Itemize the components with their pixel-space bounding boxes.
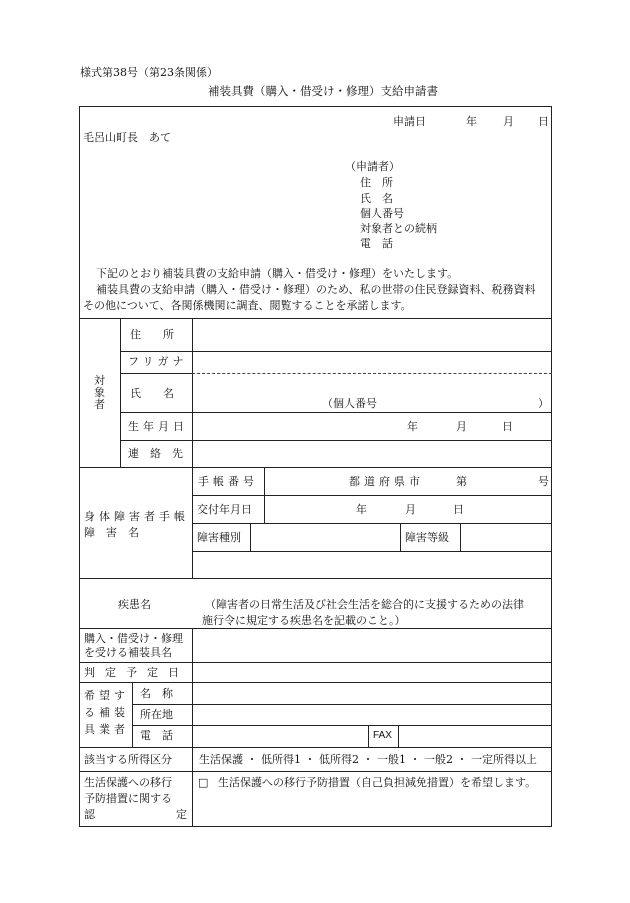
vendor-name-label: 名 称 <box>140 687 173 700</box>
vendor-phone-label: 電 話 <box>140 729 173 742</box>
income-category-label: 該当する所得区分 <box>84 753 172 766</box>
statement-line-1: 下記のとおり補装具費の支給申請（購入・借受け・修理）をいたします。 <box>96 267 459 280</box>
transition-label-line-2: 予防措置に関する <box>84 792 172 805</box>
statement-line-2: 補装具費の支給申請（購入・借受け・修理）のため、私の世帯の住民登録資料、税務資料 <box>96 283 536 296</box>
subject-address-label: 住 所 <box>130 328 174 341</box>
transition-checkbox[interactable]: □ <box>198 776 209 789</box>
disability-name-label: 障 害 名 <box>84 526 139 539</box>
form-number: 様式第38号（第23条関係） <box>80 66 218 79</box>
device-label-line-2: を受ける補装具名 <box>84 646 172 659</box>
issue-date-month: 月 <box>405 503 416 516</box>
income-category-options: 生活保護 ・ 低所得1 ・ 低所得2 ・ 一般1 ・ 一般2 ・ 一定所得以上 <box>199 753 537 766</box>
judgment-date-label: 判定予定日 <box>84 666 189 679</box>
subject-birth-year: 年 <box>407 420 418 433</box>
applicant-phone-label: 電 話 <box>360 237 393 250</box>
transition-text: 生活保護への移行予防措置（自己負担減免措置）を希望します。 <box>218 776 537 789</box>
application-date-day: 日 <box>538 115 549 128</box>
applicant-heading: （申請者） <box>345 160 400 173</box>
handbook-gou: 号 <box>538 475 549 488</box>
issue-date-year: 年 <box>356 503 367 516</box>
addressee: 毛呂山町長 あて <box>83 131 171 144</box>
disease-note-line-2: 施行令に規定する疾患名を記載のこと。） <box>202 614 406 627</box>
applicant-name-label: 氏 名 <box>360 192 393 205</box>
application-date-year: 年 <box>466 115 477 128</box>
applicant-my-number-label: 個人番号 <box>360 207 404 220</box>
form-title: 補装具費（購入・借受け・修理）支給申請書 <box>208 84 438 98</box>
subject-birth-month: 月 <box>456 420 467 433</box>
subject-contact-label: 連 絡 先 <box>128 447 183 460</box>
handbook-prefecture: 都道府県市 <box>349 475 424 488</box>
device-label-line-1: 購入・借受け・修理 <box>84 632 183 645</box>
vendor-label-line-3: 具業者 <box>84 723 129 736</box>
disability-grade-label: 障害等級 <box>405 531 449 544</box>
application-date-month: 月 <box>503 115 514 128</box>
handbook-label: 身体障害者手帳 <box>84 510 189 523</box>
subject-birth-day: 日 <box>502 420 513 433</box>
subject-name-label: 氏 名 <box>130 387 174 400</box>
subject-birth-label: 生年月日 <box>128 420 188 433</box>
vendor-label-line-1: 希望す <box>84 689 129 702</box>
subject-my-number-open: （個人番号 <box>322 397 377 410</box>
applicant-address-label: 住 所 <box>360 176 393 189</box>
application-date-label: 申請日 <box>393 115 426 128</box>
subject-furigana-label: フリガナ <box>128 355 188 368</box>
vendor-label-line-2: る補装 <box>84 706 129 719</box>
statement-line-3: その他について、各関係機関に調査、閲覧することを承諾します。 <box>83 299 412 312</box>
handbook-dai: 第 <box>456 475 467 488</box>
disease-label: 疾患名 <box>118 598 151 611</box>
applicant-relation-label: 対象者との続柄 <box>360 222 437 235</box>
vendor-fax-label: FAX <box>373 730 392 741</box>
subject-label: 対象者 <box>94 374 105 411</box>
handbook-number-label: 手帳番号 <box>198 475 258 488</box>
issue-date-label: 交付年月日 <box>197 503 252 516</box>
transition-label-line-3a: 認 <box>84 808 95 821</box>
vendor-location-label: 所在地 <box>140 708 173 721</box>
transition-label-line-3b: 定 <box>176 808 187 821</box>
disease-note-line-1: （障害者の日常生活及び社会生活を総合的に支援するための法律 <box>205 598 524 611</box>
disability-type-label: 障害種別 <box>197 531 241 544</box>
issue-date-day: 日 <box>453 503 464 516</box>
subject-my-number-close: ） <box>538 397 549 410</box>
transition-label-line-1: 生活保護への移行 <box>84 776 172 789</box>
